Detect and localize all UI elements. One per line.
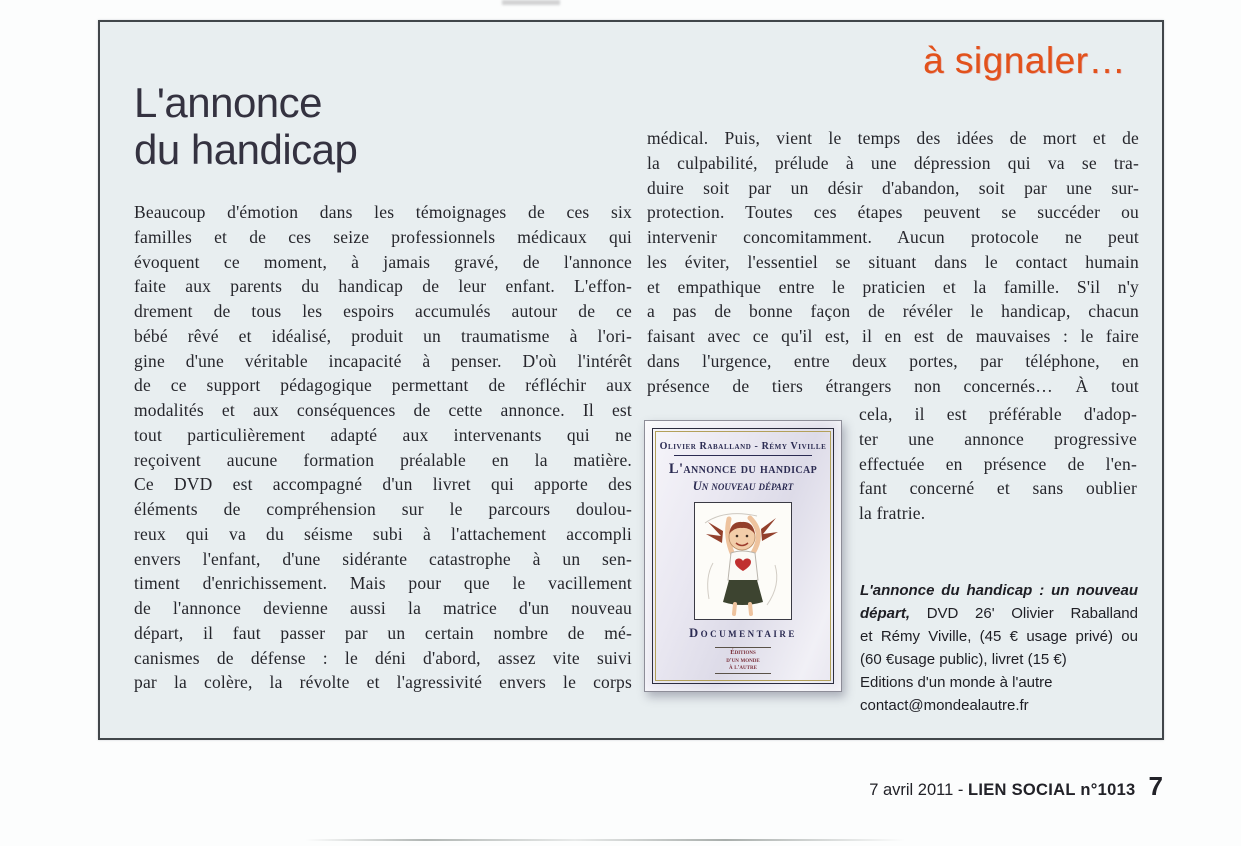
scan-artifact-line (305, 839, 905, 841)
text-line: Beaucoup d'émotion dans les témoignages de ces six (134, 202, 632, 222)
dvd-subtitle: Un nouveau départ (692, 479, 794, 493)
text-line: dans l'urgence, entre deux portes, par téléphone, en (647, 350, 1139, 371)
text-line: duire soit par un désir d'abandon, soit par une sur- (647, 177, 1139, 198)
text-line: la fratrie. (859, 503, 926, 523)
text-line: départ, DVD 26' Olivier Raballand (860, 605, 1138, 622)
text-line: faite aux parents du handicap de leur enfant. L'effon- (134, 276, 632, 297)
dvd-cover (644, 420, 842, 692)
magazine-page (98, 20, 1164, 740)
text-line: la culpabilité, prélude à une dépression qui va se tra- (647, 152, 1139, 173)
text-line: par la colère, la révolte et l'agressivité envers le corps (134, 672, 632, 693)
text-line: départ, il faut passer par un certain nombre de mé- (134, 622, 632, 643)
text-line: de ce support pédagogique permettant de réfléchir aux (134, 375, 632, 396)
page-footer (869, 771, 1163, 802)
text-line: fant concerné et sans oublier (859, 478, 1137, 499)
text-line: reçoivent aucune formation préalable en la matière. (134, 449, 632, 470)
text-line: envers l'enfant, d'une sidérante catastrophe à un sen- (134, 548, 632, 569)
text-line: effectuée en présence de l'en- (859, 453, 1137, 474)
text-line: d'un monde (726, 656, 760, 664)
scan-artifact-mark (502, 0, 560, 5)
text-line: les éviter, l'essentiel se situant dans le contact humain (647, 251, 1139, 272)
dvd-cover-frame (652, 428, 834, 684)
text-line: (60 €usage public), livret (15 €) (860, 651, 1067, 668)
text-line: gine d'une véritable incapacité à penser. D'où l'intérêt (134, 350, 632, 371)
text-line: éléments de compréhension sur le parcours doulou- (134, 499, 632, 519)
text-line: Éditions (730, 649, 756, 656)
text-line: à l'autre (729, 664, 757, 671)
text-line: canismes de défense : le déni d'abord, assez vite suivi (134, 647, 632, 668)
article-wrap-column (859, 402, 1137, 526)
dvd-title: L'annonce du handicap (668, 461, 818, 477)
text-line: Editions d'un monde à l'autre (860, 674, 1053, 691)
text-line: intervenir concomitamment. Aucun protocole ne peut (647, 227, 1139, 247)
article-title-line1: L'annonce (134, 79, 323, 126)
text-line: a pas de bonne façon de révéler le handicap, chacun (647, 301, 1139, 322)
section-label: à signaler… (923, 40, 1126, 81)
text-line: et empathique entre le praticien et la famille. S'il n'y (647, 276, 1139, 297)
footer-date: 7 avril 2011 - (869, 781, 968, 799)
text-line: cela, il est préférable d'adop- (859, 404, 1137, 424)
article-title-line2: du handicap (134, 126, 358, 173)
footer-page-number: 7 (1148, 771, 1163, 801)
dvd-publisher-logo (715, 647, 771, 674)
text-line: médical. Puis, vient le temps des idées de mort et de (647, 128, 1139, 148)
text-line: et Rémy Viville, (45 € usage privé) ou (860, 628, 1138, 645)
text-line: L'annonce du handicap : un nouveau (860, 582, 1138, 599)
dvd-rule (674, 455, 812, 456)
text-line: familles et de ces seize professionnels médicaux qui (134, 226, 632, 247)
text-line: ter une annonce progressive (859, 428, 1137, 449)
article-left-column (134, 200, 632, 695)
text-line: bébé rêvé et idéalisé, produit un traumatisme à l'ori- (134, 325, 632, 346)
text-line: faisant avec ce qu'il est, il en est de mauvaises : le faire (647, 326, 1139, 346)
footer-magazine-name: LIEN SOCIAL n°1013 (967, 781, 1136, 799)
text-line: Ce DVD est accompagné d'un livret qui apporte des (134, 474, 632, 495)
text-line: drement de tous les espoirs accumulés autour de ce (134, 301, 632, 321)
text-line: évoquent ce moment, à jamais gravé, de l'annonce (134, 251, 632, 272)
text-line: tout particulièrement adapté aux intervenants qui ne (134, 424, 632, 445)
text-line: reux qui va du séisme subi à l'attachement accompli (134, 523, 632, 544)
text-line: contact@mondealautre.fr (860, 697, 1029, 714)
text-line: protection. Toutes ces étapes peuvent se succéder ou (647, 202, 1139, 223)
article-right-column (647, 126, 1139, 398)
text-line: de l'annonce devienne aussi la matrice d'un nouveau (134, 598, 632, 618)
dvd-genre: Documentaire (689, 626, 797, 640)
girl-illustration (694, 502, 792, 620)
text-line: modalités et aux conséquences de cette annonce. Il est (134, 400, 632, 420)
text-line: présence de tiers étrangers non concernés… À tout (647, 375, 1139, 396)
article-title (134, 79, 357, 173)
dvd-caption (860, 579, 1138, 717)
dvd-authors: Olivier Raballand - Rémy Viville (659, 441, 827, 452)
text-line: timent d'enrichissement. Mais pour que le vacillement (134, 573, 632, 594)
